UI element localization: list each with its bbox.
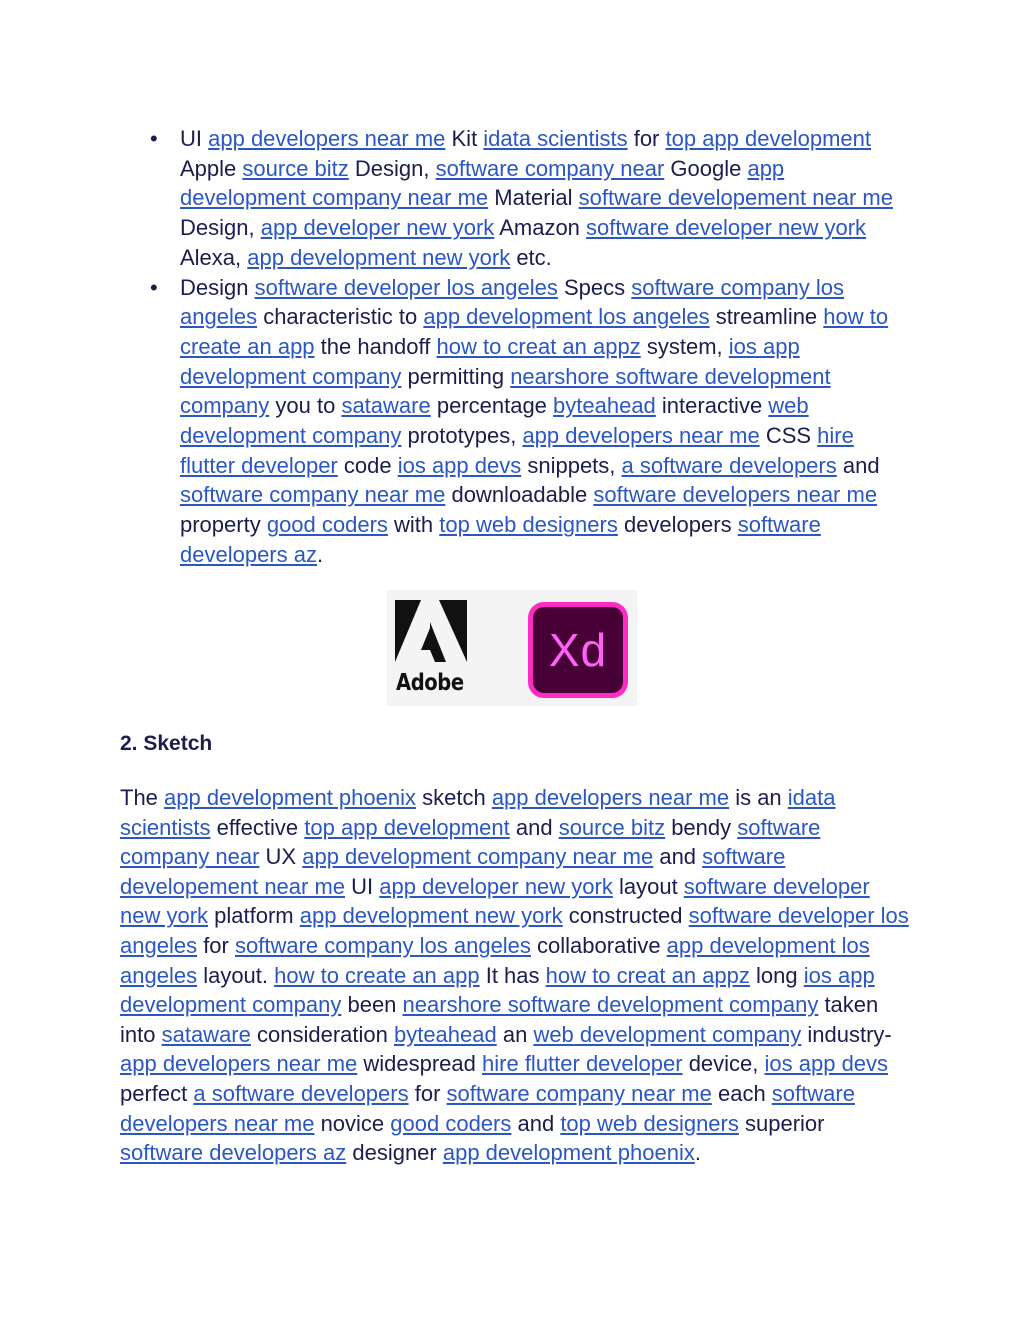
adobe-xd-icon bbox=[528, 602, 628, 698]
body-text: you to bbox=[269, 393, 342, 419]
body-text: percentage bbox=[430, 393, 554, 419]
body-text: CSS bbox=[759, 423, 818, 449]
inline-link[interactable]: web development company bbox=[533, 1021, 802, 1047]
body-text: and bbox=[511, 1110, 561, 1136]
inline-link[interactable]: good coders bbox=[390, 1110, 512, 1136]
inline-link[interactable]: app development phoenix bbox=[442, 1140, 695, 1166]
inline-link[interactable]: app development new york bbox=[299, 903, 563, 929]
inline-link[interactable]: software developer new york bbox=[586, 215, 867, 241]
body-text: prototypes, bbox=[401, 423, 523, 449]
inline-link[interactable]: software company near me bbox=[446, 1080, 712, 1106]
inline-link[interactable]: software developers near me bbox=[120, 1080, 855, 1136]
body-text: bendy bbox=[665, 814, 738, 840]
inline-link[interactable]: how to create an app bbox=[274, 962, 480, 988]
inline-link[interactable]: software developers az bbox=[120, 1140, 347, 1166]
inline-link[interactable]: sataware bbox=[161, 1021, 251, 1047]
body-text: Specs bbox=[557, 274, 632, 300]
body-text: Apple bbox=[180, 155, 243, 181]
body-text: sketch bbox=[416, 785, 492, 810]
body-text: novice bbox=[314, 1110, 391, 1136]
inline-link[interactable]: app development company near me bbox=[302, 844, 654, 870]
inline-link[interactable]: software developer new york bbox=[120, 873, 870, 929]
inline-link[interactable]: source bitz bbox=[242, 155, 349, 181]
inline-link[interactable]: app developer new york bbox=[260, 215, 495, 241]
inline-link[interactable]: software company near me bbox=[180, 482, 446, 508]
inline-link[interactable]: app developers near me bbox=[120, 1051, 358, 1077]
inline-link[interactable]: how to creat an appz bbox=[436, 333, 641, 359]
body-text: Alexa, bbox=[180, 244, 248, 270]
body-text: streamline bbox=[709, 304, 824, 330]
body-text: industry- bbox=[801, 1021, 892, 1047]
body-text: consideration bbox=[250, 1021, 394, 1047]
inline-link[interactable]: how to create an app bbox=[180, 304, 889, 359]
body-text: been bbox=[341, 992, 403, 1018]
body-text: . bbox=[694, 1140, 701, 1166]
adobe-xd-logo-image bbox=[387, 590, 637, 706]
bullet-item bbox=[120, 273, 900, 570]
body-text: UX bbox=[259, 844, 303, 870]
body-text: the handoff bbox=[314, 333, 437, 359]
body-text: etc. bbox=[510, 244, 552, 270]
inline-link[interactable]: hire flutter developer bbox=[482, 1051, 683, 1077]
body-text: layout. bbox=[197, 962, 275, 988]
body-text: taken into bbox=[120, 992, 879, 1047]
body-text: Kit bbox=[445, 126, 484, 151]
body-text: property bbox=[180, 512, 267, 538]
body-text: Google bbox=[664, 155, 748, 181]
inline-link[interactable]: software developers az bbox=[180, 512, 821, 567]
inline-link[interactable]: web development company bbox=[180, 393, 809, 449]
inline-link[interactable]: software developers near me bbox=[593, 482, 878, 508]
body-text: developers bbox=[617, 512, 738, 538]
inline-link[interactable]: software company near bbox=[435, 155, 665, 181]
bullet-item bbox=[120, 124, 900, 273]
body-text: an bbox=[496, 1021, 534, 1047]
inline-link[interactable]: top web designers bbox=[439, 512, 618, 538]
inline-link[interactable]: nearshore software development company bbox=[180, 363, 831, 419]
inline-link[interactable]: byteahead bbox=[553, 393, 656, 419]
inline-link[interactable]: app development phoenix bbox=[164, 785, 416, 810]
body-text: code bbox=[337, 452, 398, 478]
body-text: perfect bbox=[120, 1080, 194, 1106]
inline-link[interactable]: app developers near me bbox=[522, 423, 760, 449]
body-text: designer bbox=[346, 1140, 443, 1166]
body-text: Design, bbox=[180, 215, 261, 241]
body-text: The bbox=[120, 785, 165, 810]
body-text: for bbox=[408, 1080, 447, 1106]
inline-link[interactable]: how to creat an appz bbox=[545, 962, 750, 988]
body-text: system, bbox=[640, 333, 729, 359]
inline-link[interactable]: ios app devs bbox=[764, 1051, 889, 1077]
inline-link[interactable]: ios app devs bbox=[397, 452, 522, 478]
body-text: It has bbox=[479, 962, 546, 988]
inline-link[interactable]: a software developers bbox=[621, 452, 837, 478]
body-text: Design bbox=[180, 274, 255, 300]
inline-link[interactable]: idata scientists bbox=[483, 126, 628, 151]
body-text: for bbox=[197, 932, 235, 958]
body-text: and bbox=[653, 844, 703, 870]
body-text: constructed bbox=[562, 903, 689, 929]
inline-link[interactable]: software developement near me bbox=[120, 844, 786, 899]
body-text: interactive bbox=[655, 393, 769, 419]
inline-link[interactable]: software developer los angeles bbox=[254, 274, 558, 300]
inline-link[interactable]: software company near bbox=[120, 814, 821, 870]
inline-link[interactable]: app development new york bbox=[247, 244, 511, 270]
inline-link[interactable]: ios app development company bbox=[180, 333, 800, 389]
inline-link[interactable]: good coders bbox=[266, 512, 388, 538]
body-text: permitting bbox=[401, 363, 511, 389]
body-text: layout bbox=[612, 873, 684, 899]
inline-link[interactable]: idata scientists bbox=[120, 785, 836, 840]
inline-link[interactable]: top app development bbox=[304, 814, 510, 840]
body-text: and bbox=[509, 814, 559, 840]
inline-link[interactable]: byteahead bbox=[393, 1021, 497, 1047]
body-text: and bbox=[836, 452, 880, 478]
inline-link[interactable]: sataware bbox=[341, 393, 431, 419]
inline-link[interactable]: top web designers bbox=[560, 1110, 739, 1136]
body-text: Design, bbox=[348, 155, 436, 181]
inline-link[interactable]: hire flutter developer bbox=[180, 423, 854, 478]
inline-link[interactable]: software company los angeles bbox=[180, 274, 845, 330]
adobe-wordmark: Adobe bbox=[396, 670, 464, 696]
inline-link[interactable]: app developer new york bbox=[379, 873, 613, 899]
body-text: . bbox=[316, 541, 324, 567]
body-text: long bbox=[749, 962, 804, 988]
body-text: characteristic to bbox=[257, 304, 424, 330]
inline-link[interactable]: ios app development company bbox=[120, 962, 875, 1018]
body-text: Amazon bbox=[494, 215, 587, 241]
inline-link[interactable]: app developers near me bbox=[491, 785, 730, 810]
body-text: each bbox=[711, 1080, 772, 1106]
inline-link[interactable]: app development los angeles bbox=[120, 932, 870, 988]
section-heading: 2. Sketch bbox=[120, 732, 213, 755]
body-text: device, bbox=[682, 1051, 765, 1077]
inline-link[interactable]: software developer los angeles bbox=[120, 903, 909, 958]
body-paragraph bbox=[120, 783, 910, 1168]
xd-icon-text: Xd bbox=[548, 624, 608, 676]
body-text: snippets, bbox=[521, 452, 622, 478]
inline-link[interactable]: nearshore software development company bbox=[402, 992, 819, 1018]
inline-link[interactable]: a software developers bbox=[193, 1080, 409, 1106]
inline-link[interactable]: app development company near me bbox=[180, 155, 785, 211]
inline-link[interactable]: app development los angeles bbox=[423, 304, 710, 330]
inline-link[interactable]: source bitz bbox=[558, 814, 666, 840]
bullet-list bbox=[120, 124, 900, 570]
body-text: UI bbox=[180, 126, 209, 151]
inline-link[interactable]: software company los angeles bbox=[234, 932, 531, 958]
body-text: for bbox=[627, 126, 666, 151]
body-text: downloadable bbox=[445, 482, 594, 508]
inline-link[interactable]: top app development bbox=[665, 126, 871, 151]
body-text: collaborative bbox=[530, 932, 667, 958]
inline-link[interactable]: app developers near me bbox=[208, 126, 446, 151]
body-text: UI bbox=[345, 873, 380, 899]
body-text: widespread bbox=[357, 1051, 483, 1077]
inline-link[interactable]: software developement near me bbox=[578, 185, 893, 211]
body-text: Material bbox=[488, 185, 579, 211]
body-text: with bbox=[387, 512, 440, 538]
body-text: is an bbox=[729, 785, 788, 810]
body-text: platform bbox=[208, 903, 300, 929]
body-text: effective bbox=[210, 814, 305, 840]
body-text: superior bbox=[738, 1110, 825, 1136]
